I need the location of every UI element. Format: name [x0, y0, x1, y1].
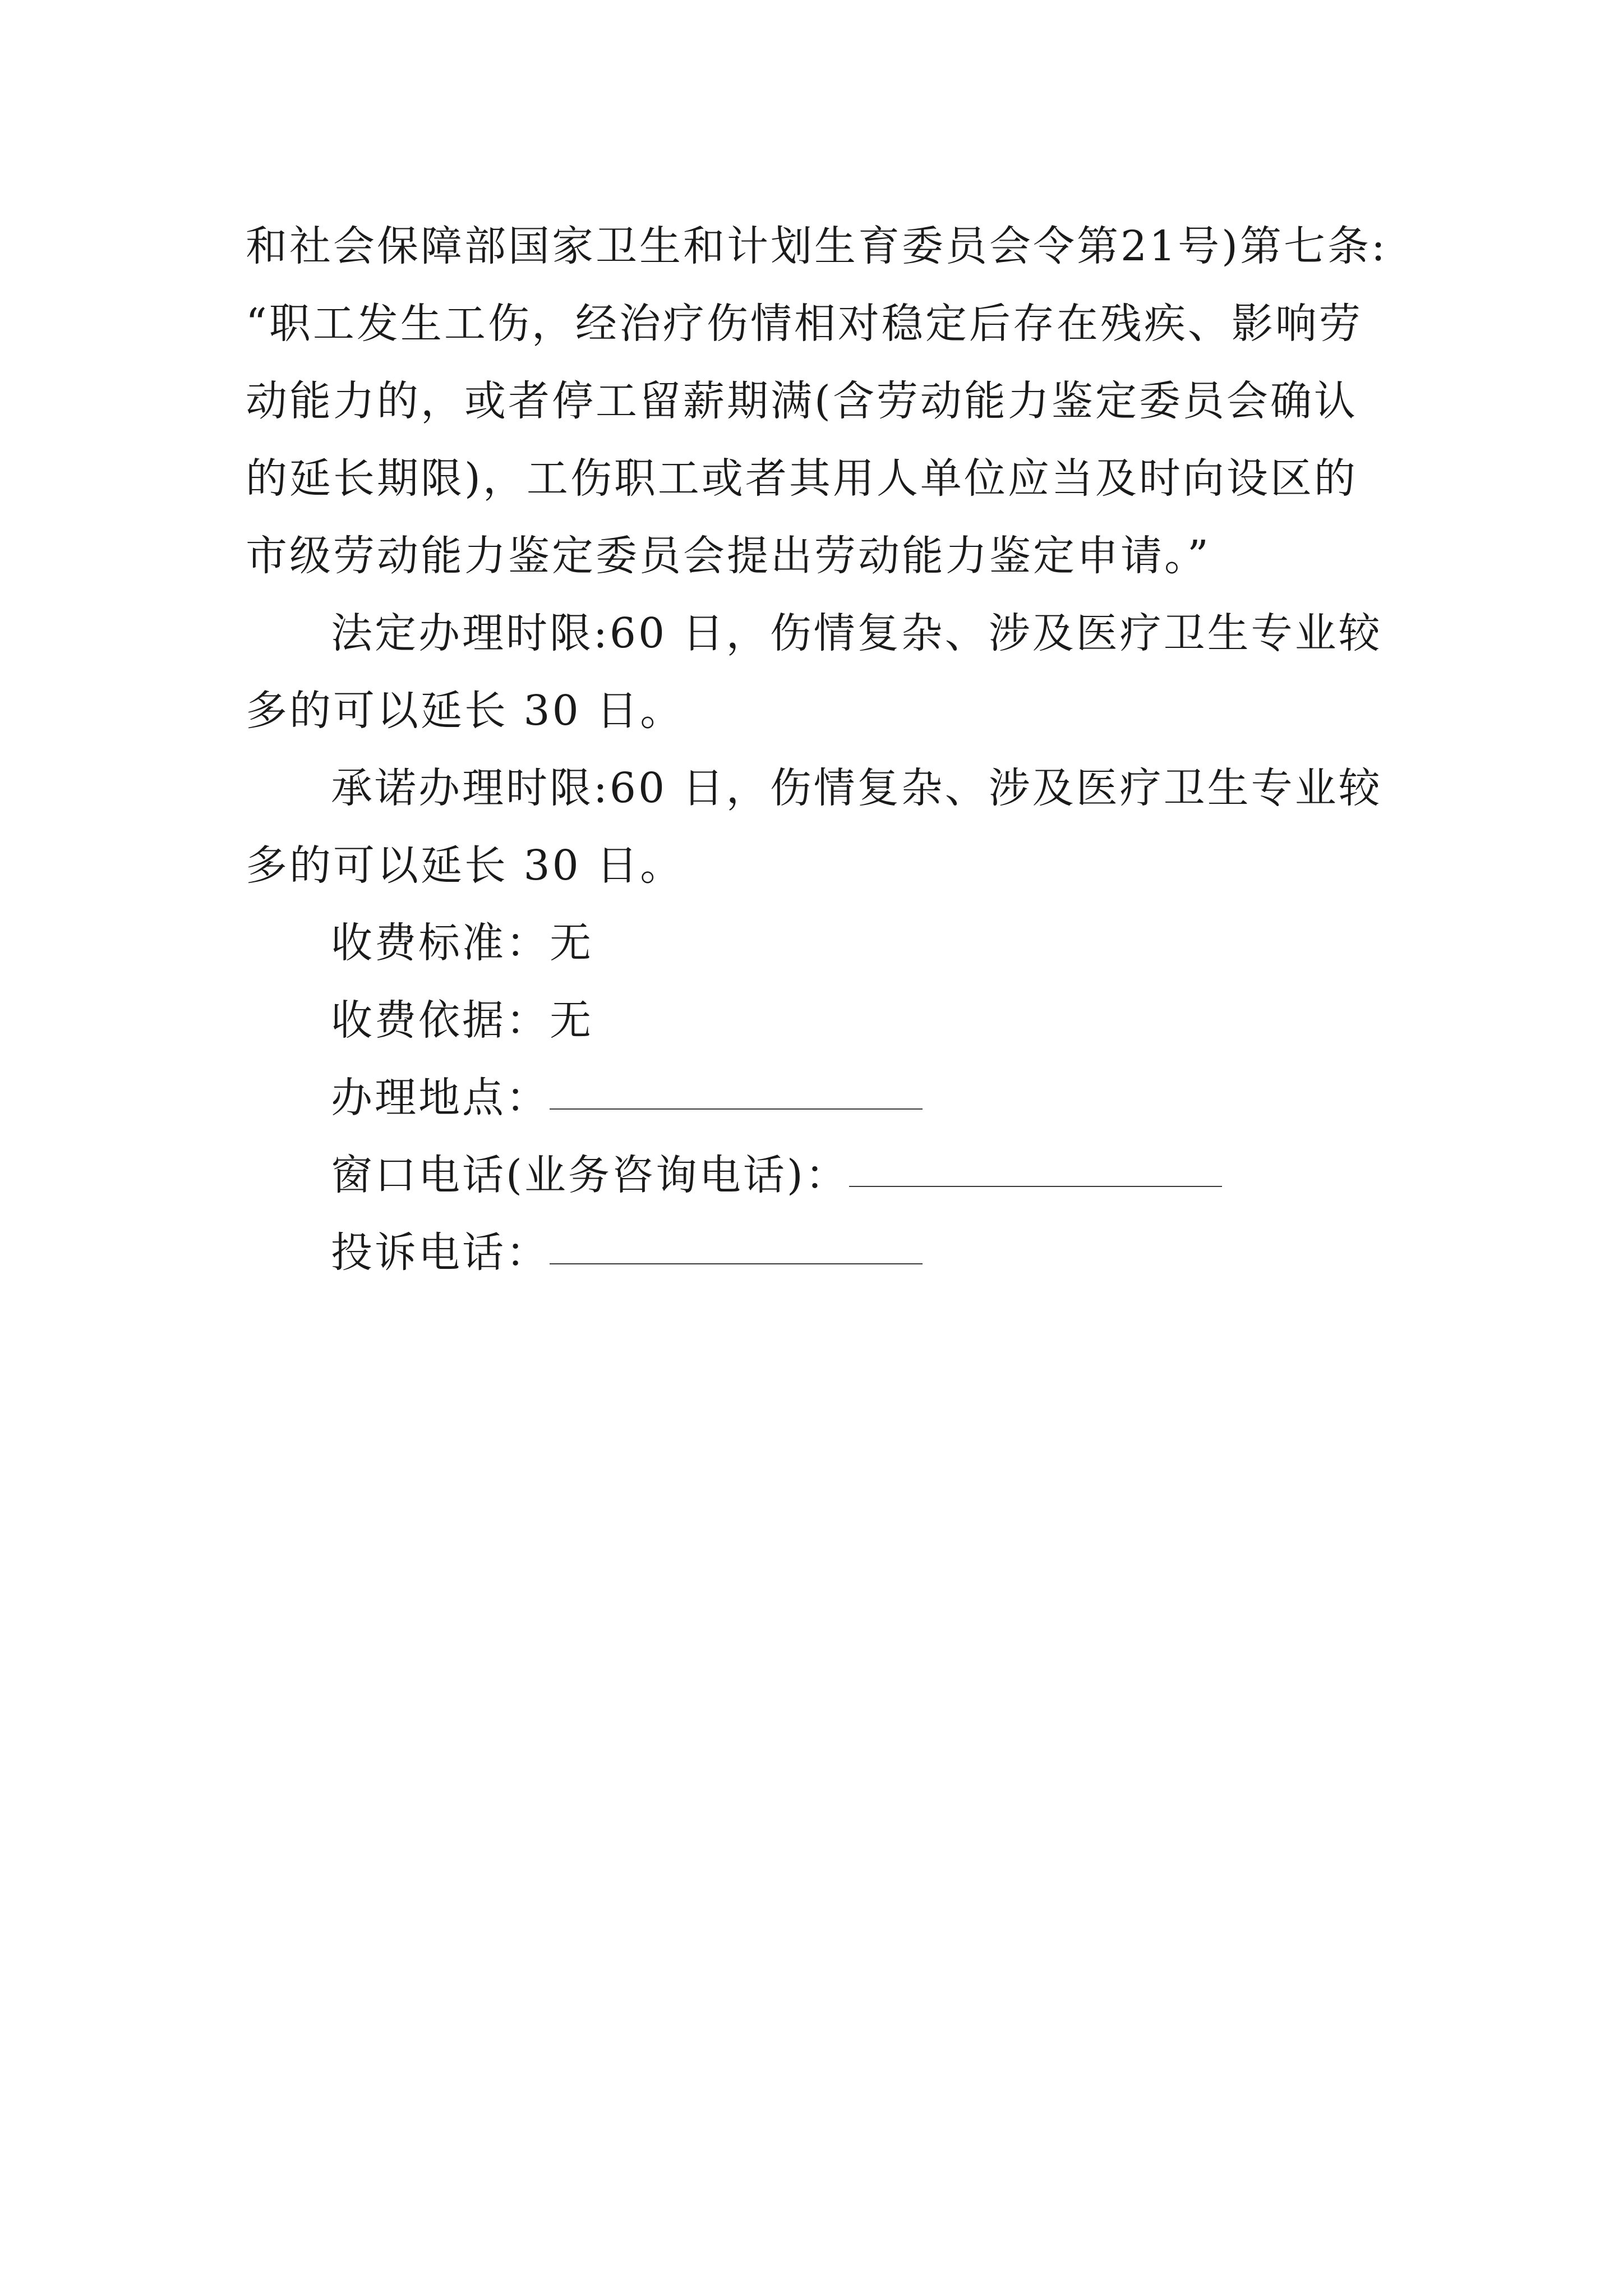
fee-standard: 收费标准：无	[331, 919, 593, 967]
complaint-phone-label: 投诉电话：	[331, 1228, 550, 1277]
regulation-quote-line-5: 市级劳动能力鉴定委员会提出劳动能力鉴定申请。”	[246, 532, 1211, 580]
complaint-phone-row	[246, 1214, 1384, 1291]
regulation-quote-line-2: “职工发生工伤，经治疗伤情相对稳定后存在残疾、影响劳	[246, 300, 1363, 348]
regulation-quote-line-1: 和社会保障部国家卫生和计划生育委员会令第21号)第七条:	[246, 222, 1387, 270]
location-blank-line	[550, 1068, 923, 1110]
location-label: 办理地点：	[331, 1074, 550, 1122]
complaint-phone-blank-line	[550, 1223, 923, 1264]
regulation-quote-line-3: 动能力的，或者停工留薪期满(含劳动能力鉴定委员会确认	[246, 377, 1358, 425]
fee-basis: 收费依据：无	[331, 996, 593, 1045]
window-phone-row	[246, 1137, 1384, 1214]
promised-time-limit-line-1: 承诺办理时限:60 日，伤情复杂、涉及医疗卫生专业较	[331, 764, 1382, 812]
legal-time-limit-line-2: 多的可以延长 30 日。	[246, 687, 684, 735]
window-phone-blank-line	[849, 1145, 1222, 1187]
regulation-quote-line-4: 的延长期限)，工伤职工或者其用人单位应当及时向设区的	[246, 454, 1358, 503]
location-row	[246, 1059, 1384, 1137]
legal-time-limit-line-1: 法定办理时限:60 日，伤情复杂、涉及医疗卫生专业较	[331, 609, 1382, 657]
document-body	[246, 208, 1387, 1291]
promised-time-limit-line-2: 多的可以延长 30 日。	[246, 841, 684, 890]
window-phone-label: 窗口电话(业务咨询电话)：	[331, 1151, 849, 1199]
